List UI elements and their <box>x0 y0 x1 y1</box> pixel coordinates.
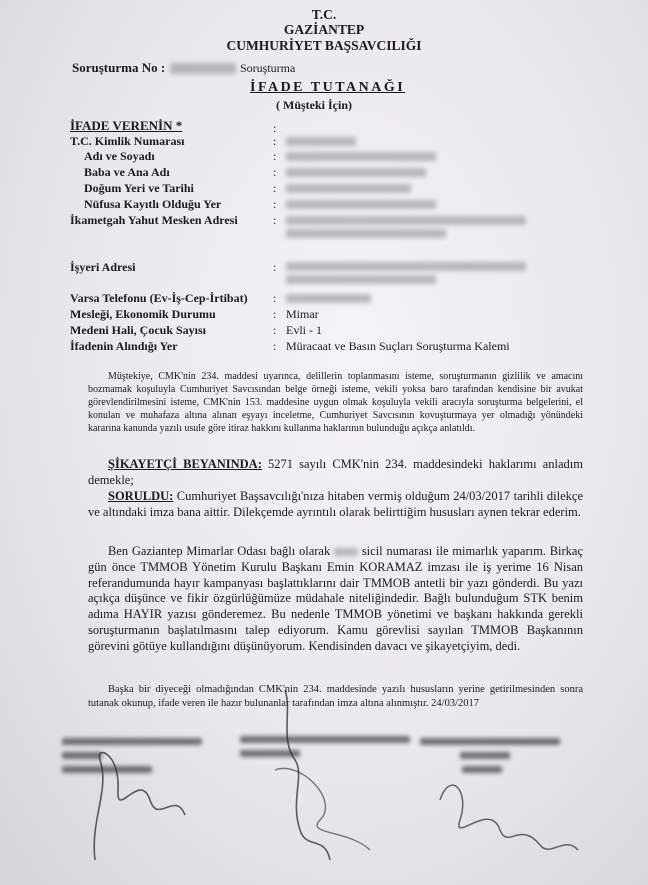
asked-statement: SORULDU: Cumhuriyet Başsavcılığı'nıza hitaben vermiş olduğum 24/03/2017 tarihli dilekçe ve altındaki imza bana aittir. Dilekçemde ayrıntılı olarak belirttiğim hususları aynen tekrar ederim. <box>88 489 584 519</box>
label-occupation: Mesleği, Ekonomik Durumu <box>70 307 216 321</box>
document-subtitle: ( Müşteki İçin) <box>276 98 352 112</box>
label-parents: Baba ve Ana Adı <box>84 165 170 179</box>
heading-colon: : <box>273 121 277 135</box>
complainant-label: ŞİKAYETÇİ BEYANINDA: <box>108 457 262 471</box>
label-name: Adı ve Soyadı <box>84 149 155 163</box>
document-page: T.C. GAZİANTEP CUMHURİYET BAŞSAVCILIĞI Soruşturma No : Soruşturma İFADE TUTANAĞI ( Müşteki İçin) İFADE VERENİN * : T.C. Kimlik Numarası : Adı ve Soyadı : Baba ve Ana Adı : Doğum Yeri ve Tarihi : Nüfusa Kayıtlı Olduğu Yer : İkametgah Yahut Mesken Adresi : İşyeri Adresi : Varsa Telefonu (Ev-İş-Cep-İrtibat) : Mesleği, Ekonomik Durumu : Mimar Medeni Hali, Çocuk Sayısı : Evli - 1 İfadenin Alındığı Yer : Müracaat ve Basın Suçları Soruşturma Kalemi Müştekiye, CMK'nin 234. maddesi uyarınca, delillerin toplanmasını isteme, soruşturmanın gizlilik ve amacını bozmamak koşuluyla Cumhuriyet Savcısından belge örneği isteme, vekili yoksa baro tarafından kendisine bir avukat görevlendirilmesini isteme, CMK'nin 153. maddesine uygun olmak koşuluyla vekili aracıyla soruşturma belgelerini, el konulan ve muhafaza altına alınan eşyayı inceletme, Cumhuriyet Savcısının kovuşturmaya yer olmadığı yönündeki kararına kanunda yazılı usule göre itiraz hakkını kullanma haklarının bulunduğu açıkça anlatıldı. ŞİKAYETÇİ BEYANINDA: 5271 sayılı CMK'nin 234. maddesindeki haklarımı anladım demekle; SORULDU: Cumhuriyet Başsavcılığı'nıza hitaben vermiş olduğum 24/03/2017 tarihli dilekçe ve altındaki imza bana aittir. Dilekçemde ayrıntılı olarak belirttiğim hususları aynen tekrar ederim. Ben Gaziantep Mimarlar Odası bağlı olarak sicil numarası ile mimarlık yaparım. Birkaç gün önce TMMOB Yönetim Kurulu Başkanı Emin KORAMAZ imzası ile iş yerime 16 Nisan referandumunda hayır kampanyası başlattıklarını dair TMMOB antetli bir yazı gönderdi. Bu yazı açıkça düşünce ve fikir özgürlüğümüze müdahale niteliğindedir. Bağlı bulunduğum STK benim adıma HAYIR yazısı gönderemez. Bu nedenle TMMOB yönetimi ve başkanı hakkında gerekli soruşturmanın başlatılmasını talep ediyorum. Kamu görevlisi sayılan TMMOB Başkanının görevini götüye kullandığını düşünüyorum. Kendisinden davacı ve şikayetçiyim, dedi. Başka bir diyeceği olmadığından CMK'nin 234. maddesinde yazılı hususların yerine getirilmesinden sonra tutanak okunup, ifade veren ile hazır bulunanlar tarafından imza altına alınmıştır. 24/03/2017 <box>0 0 648 885</box>
closing-paragraph: Başka bir diyeceği olmadığından CMK'nin 234. maddesinde yazılı hususların yerine getirilmesinden sonra tutanak okunup, ifade veren ile hazır bulunanlar tarafından imza altına alınmıştır. 24/03/2017 <box>88 684 583 709</box>
value-statement-place: Müracaat ve Basın Suçları Soruşturma Kalemi <box>286 339 510 353</box>
label-residence: İkametgah Yahut Mesken Adresi <box>70 213 238 227</box>
statement-giver-heading: İFADE VERENİN * <box>70 118 183 133</box>
label-birth: Doğum Yeri ve Tarihi <box>84 181 194 195</box>
investigation-no-label: Soruşturma No : <box>72 60 166 75</box>
complainant-statement: ŞİKAYETÇİ BEYANINDA: 5271 sayılı CMK'nin 234. maddesindeki haklarımı anladım demekle; <box>88 457 583 487</box>
label-marital: Medeni Hali, Çocuk Sayısı <box>70 323 207 337</box>
label-workplace: İşyeri Adresi <box>70 260 136 274</box>
label-registry: Nüfusa Kayıtlı Olduğu Yer <box>84 197 222 211</box>
value-marital: Evli - 1 <box>286 323 322 337</box>
rights-paragraph: Müştekiye, CMK'nin 234. maddesi uyarınca, delillerin toplanmasını isteme, soruşturmanın gizlilik ve amacını bozmamak koşuluyla Cumhuriyet Savcısından belge örneği isteme, vekili yoksa baro tarafından kendisine bir avukat görevlendirilmesini isteme, CMK'nin 153. maddesine uygun olmak koşuluyla vekili aracıyla soruşturma belgelerini, el konulan ve muhafaza altına alınan eşyayı inceletme, Cumhuriyet Savcısının kovuşturmaya yer olmadığı yönündeki kararına kanunda yazılı usule göre itiraz hakkını kullanma haklarının bulunduğu açıkça anlatıldı. <box>88 371 583 435</box>
document-title: İFADE TUTANAĞI <box>250 80 406 95</box>
header-tc: T.C. <box>311 7 337 22</box>
main-statement: Ben Gaziantep Mimarlar Odası bağlı olarak sicil numarası ile mimarlık yaparım. Birkaç gün önce TMMOB Yönetim Kurulu Başkanı Emin KORAMAZ imzası ile iş yerime 16 Nisan referandumunda hayır kampanyası başlattıklarını dair TMMOB antetli bir yazı gönderdi. Bu yazı açıkça düşünce ve fikir özgürlüğümüze müdahale niteliğindedir. Bağlı bulunduğum STK benim adıma HAYIR yazısı gönderemez. Bu nedenle TMMOB yönetimi ve başkanı hakkında gerekli soruşturmanın başlatılmasını talep ediyorum. Kamu görevlisi sayılan TMMOB Başkanının görevini götüye kullandığını düşünüyorum. Kendisinden davacı ve şikayetçiyim, dedi. <box>88 544 584 653</box>
header-city: GAZİANTEP <box>283 22 365 37</box>
label-tc-id: T.C. Kimlik Numarası <box>70 134 185 148</box>
asked-label: SORULDU: <box>108 489 174 503</box>
label-phone: Varsa Telefonu (Ev-İş-Cep-İrtibat) <box>70 291 248 305</box>
value-occupation: Mimar <box>286 307 319 321</box>
header-office: CUMHURİYET BAŞSAVCILIĞI <box>226 38 422 53</box>
investigation-suffix: Soruşturma <box>240 61 296 75</box>
label-statement-place: İfadenin Alındığı Yer <box>70 339 178 353</box>
